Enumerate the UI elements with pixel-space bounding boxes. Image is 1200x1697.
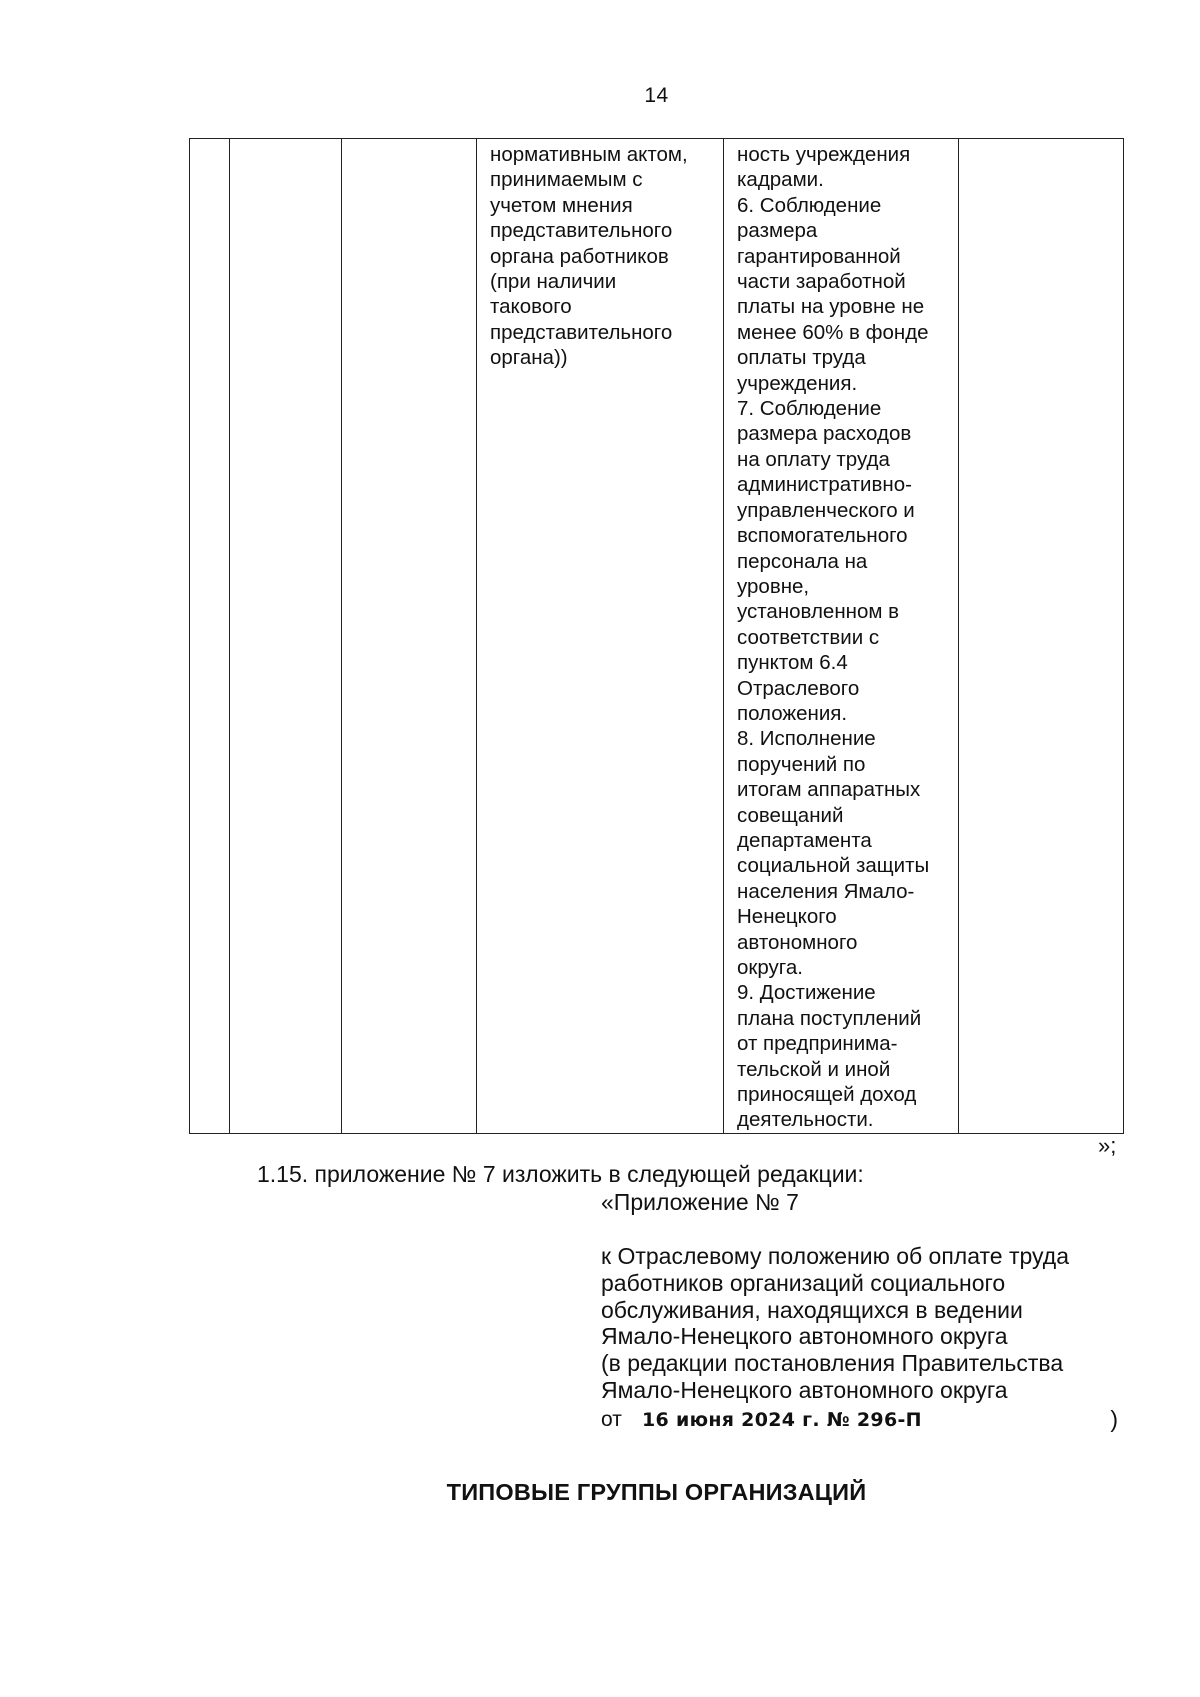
resolution-date-stamp: 16 июня 2024 г. № 296-П (642, 1409, 922, 1431)
table-cell-text-col5: ность учреждения кадрами. 6. Соблюдение размера гарантированной части заработной платы на уровне не менее 60% в фонде оплаты труда учреждения. 7. Соблюдение размера расходов на оплату труда административно- управленческого и вспомогательного персонала на уровне, установленном в соответствии с пунктом 6.4 Отраслевого положения. 8. Исполнение поручений по итогам аппаратных совещаний департамента социальной защиты населения Ямало- Ненецкого автономного округа. 9. Достижение плана поступлений от предпринима- тельской и иной приносящей доход деятельности. (737, 143, 930, 1132)
page-number: 14 (644, 84, 669, 107)
table-cell-col4 (477, 139, 724, 1134)
date-close-paren: ) (1110, 1406, 1118, 1432)
appendix-title: «Приложение № 7 (601, 1189, 799, 1215)
appendix-line: Ямало-Ненецкого автономного округа (601, 1323, 1008, 1350)
table-cell-text-col4: нормативным актом, принимаемым с учетом мнения представительного органа работников (при наличии такового представительного органа)) (490, 143, 688, 370)
table-cell-col5 (724, 139, 959, 1134)
appendix-line: обслуживания, находящихся в ведении (601, 1296, 1023, 1323)
appendix-line: Ямало-Ненецкого автономного округа (601, 1376, 1008, 1403)
table-cell-col3 (342, 139, 477, 1134)
closing-quote: »; (1098, 1133, 1117, 1158)
appendix-line: (в редакции постановления Правительства (601, 1350, 1064, 1377)
date-prefix: от (601, 1408, 622, 1431)
appendix-line: к Отраслевому положению об оплате труда (601, 1243, 1069, 1269)
section-heading: ТИПОВЫЕ ГРУППЫ ОРГАНИЗАЦИЙ (446, 1479, 867, 1505)
table-row (190, 139, 1124, 1134)
appendix-line: работников организаций социального (601, 1269, 1006, 1296)
appendix-reference (601, 1243, 1121, 1404)
table-cell-col1 (190, 139, 230, 1134)
amendment-instruction: 1.15. приложение № 7 изложить в следующей редакции: (257, 1161, 864, 1187)
resolution-date-line (601, 1408, 1121, 1436)
table-cell-col6 (959, 139, 1124, 1134)
continuation-table (189, 138, 1124, 1134)
table-cell-col2 (230, 139, 342, 1134)
